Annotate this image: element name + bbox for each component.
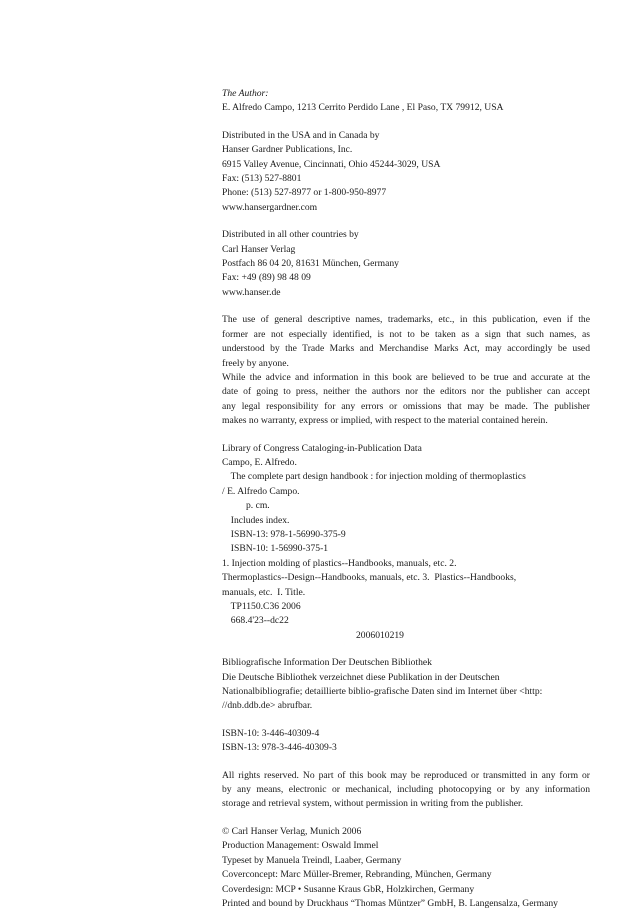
- disclaimer-line: date of going to press, neither the authors nor the editors nor the publisher can accept: [222, 386, 590, 398]
- cip-line: p. cm.: [234, 500, 270, 512]
- disclaimer-line: former are not especially identified, is not to be taken as a sign that such names, as: [222, 328, 590, 340]
- other-distribution-line: www.hanser.de: [222, 286, 281, 298]
- isbn-block: [222, 727, 590, 756]
- disclaimer-line: makes no warranty, express or implied, with respect to the material contained herein.: [222, 415, 548, 427]
- usa-distribution-line: Distributed in the USA and in Canada by: [222, 129, 380, 141]
- cip-line: 668.4'23--dc22: [226, 615, 289, 627]
- usa-distribution-line: Phone: (513) 527-8977 or 1-800-950-8977: [222, 187, 387, 199]
- cip-line: Library of Congress Cataloging-in-Publication Data: [222, 442, 422, 454]
- disclaimer-line: freely by anyone.: [222, 357, 289, 369]
- usa-distribution-line: Fax: (513) 527-8801: [222, 173, 302, 185]
- copyright-page: [222, 87, 590, 923]
- other-distribution-line: Carl Hanser Verlag: [222, 243, 296, 255]
- credits-block: [222, 825, 590, 911]
- credits-line: Printed and bound by Druckhaus “Thomas Müntzer” GmbH, B. Langensalza, Germany: [222, 897, 558, 909]
- cip-block: [222, 442, 590, 644]
- usa-distribution-line: 6915 Valley Avenue, Cincinnati, Ohio 45244-3029, USA: [222, 158, 441, 170]
- other-distribution-block: [222, 228, 590, 300]
- cip-control-number: 2006010219: [356, 629, 404, 641]
- cip-line: Includes index.: [226, 514, 290, 526]
- cip-line: 1. Injection molding of plastics--Handbooks, manuals, etc. 2.: [222, 557, 457, 569]
- disclaimer-line: any legal responsibility for any errors or omissions that may be made. The publisher: [222, 400, 590, 412]
- credits-line: Production Management: Oswald Immel: [222, 840, 379, 852]
- dnb-line: Die Deutsche Bibliothek verzeichnet diese Publikation in der Deutschen: [222, 671, 500, 683]
- rights-line: by any means, electronic or mechanical, including photocopying or by any information: [222, 784, 590, 796]
- rights-block: [222, 769, 590, 812]
- other-distribution-line: Postfach 86 04 20, 81631 München, Germany: [222, 258, 399, 270]
- cip-line: The complete part design handbook : for injection molding of thermoplastics: [226, 471, 526, 483]
- cip-line: Campo, E. Alfredo.: [222, 456, 297, 468]
- usa-distribution-line: www.hansergardner.com: [222, 201, 318, 213]
- isbn-line: ISBN-10: 3-446-40309-4: [222, 727, 320, 739]
- dnb-line: Nationalbibliografie; detaillierte biblio-grafische Daten sind im Internet über <http:: [222, 686, 543, 698]
- disclaimer-line: understood by the Trade Marks and Merchandise Marks Act, may accordingly be used: [222, 343, 590, 355]
- credits-line: Typeset by Manuela Treindl, Laaber, Germany: [222, 854, 402, 866]
- author-block: [222, 87, 590, 116]
- credits-line: Coverdesign: MCP • Susanne Kraus GbR, Holzkirchen, Germany: [222, 883, 475, 895]
- dnb-line: Bibliografische Information Der Deutschen Bibliothek: [222, 657, 432, 669]
- credits-line: © Carl Hanser Verlag, Munich 2006: [222, 825, 362, 837]
- author-heading: The Author:: [222, 88, 269, 99]
- cip-line: ISBN-10: 1-56990-375-1: [226, 543, 329, 555]
- dnb-line: //dnb.ddb.de> abrufbar.: [222, 700, 313, 712]
- cip-line: Thermoplastics--Design--Handbooks, manuals, etc. 3. Plastics--Handbooks,: [222, 572, 517, 584]
- dnb-block: [222, 656, 590, 714]
- usa-distribution-block: [222, 129, 590, 215]
- credits-line: Coverconcept: Marc Müller-Bremer, Rebranding, München, Germany: [222, 869, 492, 881]
- other-distribution-line: Fax: +49 (89) 98 48 09: [222, 272, 311, 284]
- isbn-line: ISBN-13: 978-3-446-40309-3: [222, 742, 337, 754]
- other-distribution-line: Distributed in all other countries by: [222, 229, 359, 241]
- rights-line: storage and retrieval system, without permission in writing from the publisher.: [222, 798, 524, 810]
- usa-distribution-line: Hanser Gardner Publications, Inc.: [222, 144, 353, 156]
- cip-line: ISBN-13: 978-1-56990-375-9: [226, 528, 346, 540]
- cip-line: / E. Alfredo Campo.: [222, 485, 300, 497]
- disclaimer-block: [222, 313, 590, 428]
- author-address: E. Alfredo Campo, 1213 Cerrito Perdido Lane , El Paso, TX 79912, USA: [222, 102, 504, 114]
- cip-line: manuals, etc. I. Title.: [222, 586, 306, 598]
- disclaimer-line: While the advice and information in this book are believed to be true and accurate at the: [222, 371, 590, 383]
- disclaimer-line: The use of general descriptive names, trademarks, etc., in this publication, even if the: [222, 314, 590, 326]
- rights-line: All rights reserved. No part of this book may be reproduced or transmitted in any form or: [222, 769, 590, 781]
- cip-line: TP1150.C36 2006: [226, 601, 301, 612]
